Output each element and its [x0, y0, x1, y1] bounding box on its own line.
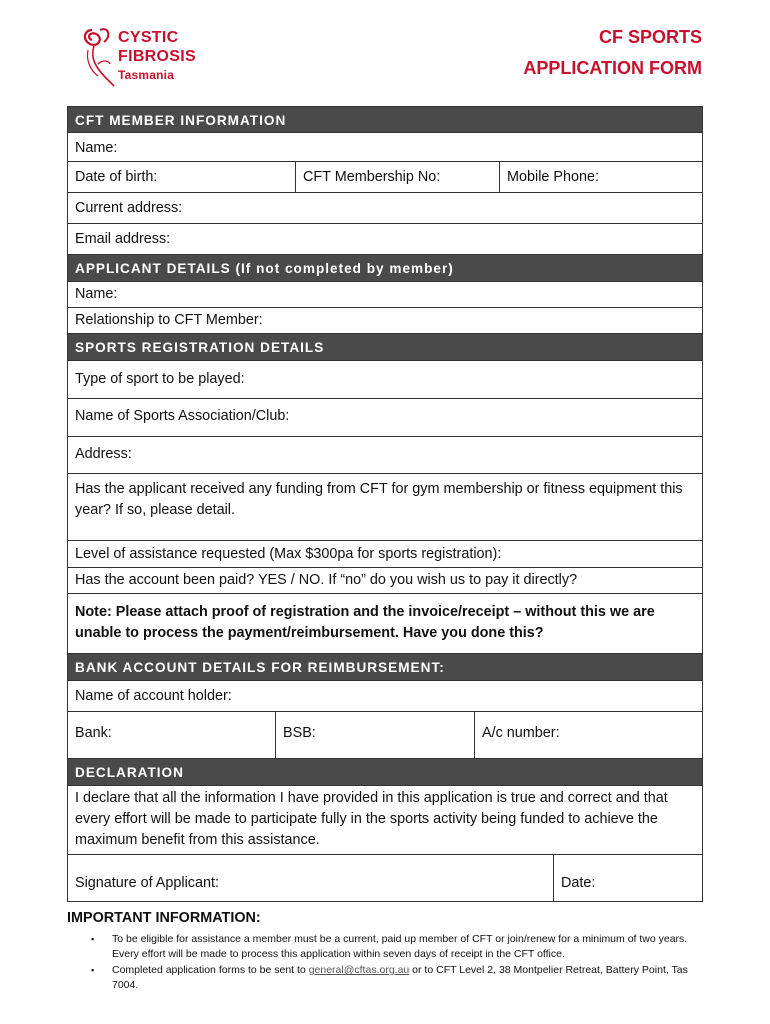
- title-line-2: APPLICATION FORM: [523, 58, 702, 78]
- member-details-row: [67, 162, 703, 193]
- sport-type-label: Type of sport to be played:: [75, 371, 245, 387]
- member-address-row[interactable]: [67, 193, 703, 224]
- rose-ribbon-icon: [78, 20, 118, 90]
- member-email-row[interactable]: [67, 224, 703, 255]
- sport-address-label: Address:: [75, 446, 132, 462]
- assistance-label: Level of assistance requested (Max $300pa for sports registration):: [75, 546, 502, 562]
- logo-text-fibrosis: FIBROSIS: [118, 48, 196, 65]
- date-field[interactable]: Date:: [553, 855, 702, 901]
- member-address-label: Current address:: [75, 200, 183, 216]
- bullet-icon: ▪: [91, 965, 95, 975]
- important-list: [67, 932, 707, 993]
- account-holder-row[interactable]: [67, 681, 703, 712]
- applicant-name-row[interactable]: [67, 282, 703, 308]
- bank-header-text: BANK ACCOUNT DETAILS FOR REIMBURSEMENT:: [68, 654, 702, 680]
- sport-club-row[interactable]: [67, 399, 703, 437]
- assistance-row[interactable]: [67, 541, 703, 568]
- section-header-applicant: [67, 255, 703, 282]
- funding-label: Has the applicant received any funding from CFT for gym membership or fitness equipment this year? If so, please detail.: [75, 481, 683, 518]
- important-title: IMPORTANT INFORMATION:: [67, 910, 261, 926]
- note-row: [67, 594, 703, 654]
- eligibility-text: To be eligible for assistance a member must be a current, paid up member of CFT or join/renew for a minimum of two years. Every effort will be made to process this application within seven days of receipt in the CFT office.: [112, 933, 688, 960]
- page-title: [523, 22, 702, 84]
- logo: [78, 20, 228, 90]
- account-number-field[interactable]: A/c number:: [474, 712, 702, 758]
- sport-address-row[interactable]: [67, 437, 703, 474]
- account-paid-label: Has the account been paid? YES / NO. If “no” do you wish us to pay it directly?: [75, 572, 578, 588]
- declaration-row: [67, 786, 703, 855]
- note-text: Note: Please attach proof of registration and the invoice/receipt – without this we are unable to process the payment/reimbursement. Have you done this?: [75, 604, 655, 641]
- signature-row: [67, 855, 703, 902]
- member-name-label: Name:: [75, 140, 118, 156]
- sports-header-text: SPORTS REGISTRATION DETAILS: [68, 334, 702, 360]
- submission-text-pre: Completed application forms to be sent to: [112, 964, 309, 976]
- important-information: [67, 908, 707, 994]
- important-item-eligibility: [67, 932, 707, 962]
- account-holder-label: Name of account holder:: [75, 688, 232, 704]
- section-header-sports: [67, 334, 703, 361]
- submission-text-post: or to CFT Level 2, 38 Montpelier Retreat, Battery Point, Tas 7004.: [112, 964, 688, 991]
- bank-details-row: [67, 712, 703, 759]
- bullet-icon: ▪: [91, 934, 95, 944]
- section-header-declaration: [67, 759, 703, 786]
- section-header-bank: [67, 654, 703, 681]
- title-line-1: CF SPORTS: [598, 27, 702, 47]
- account-paid-row[interactable]: [67, 568, 703, 594]
- funding-row[interactable]: [67, 474, 703, 541]
- applicant-relationship-row[interactable]: [67, 308, 703, 334]
- member-mobile-field[interactable]: Mobile Phone:: [499, 162, 702, 192]
- declaration-header-text: DECLARATION: [68, 759, 702, 785]
- sport-club-label: Name of Sports Association/Club:: [75, 408, 290, 424]
- application-form-table: [67, 106, 703, 902]
- applicant-header-text: APPLICANT DETAILS (If not completed by member): [68, 255, 702, 281]
- bsb-field[interactable]: BSB:: [275, 712, 474, 758]
- declaration-text: I declare that all the information I have provided in this application is true and correct and that every effort will be made to participate fully in the sports activity being funded to achieve the maximum benefit from this assistance.: [75, 790, 668, 848]
- email-link[interactable]: general@cftas.org.au: [308, 964, 410, 976]
- member-membership-field[interactable]: CFT Membership No:: [295, 162, 499, 192]
- signature-field[interactable]: Signature of Applicant:: [75, 875, 220, 891]
- logo-text-tasmania: Tasmania: [118, 68, 175, 82]
- bank-field[interactable]: Bank:: [75, 725, 112, 741]
- applicant-relationship-label: Relationship to CFT Member:: [75, 312, 263, 328]
- important-item-submission: [67, 963, 707, 993]
- member-header-text: CFT MEMBER INFORMATION: [68, 107, 702, 132]
- member-name-row[interactable]: [67, 133, 703, 162]
- sport-type-row[interactable]: [67, 361, 703, 399]
- member-email-label: Email address:: [75, 231, 171, 247]
- member-dob-field[interactable]: Date of birth:: [75, 169, 158, 185]
- section-header-member: [67, 106, 703, 133]
- applicant-name-label: Name:: [75, 286, 118, 302]
- logo-text-cystic: CYSTIC: [118, 29, 179, 46]
